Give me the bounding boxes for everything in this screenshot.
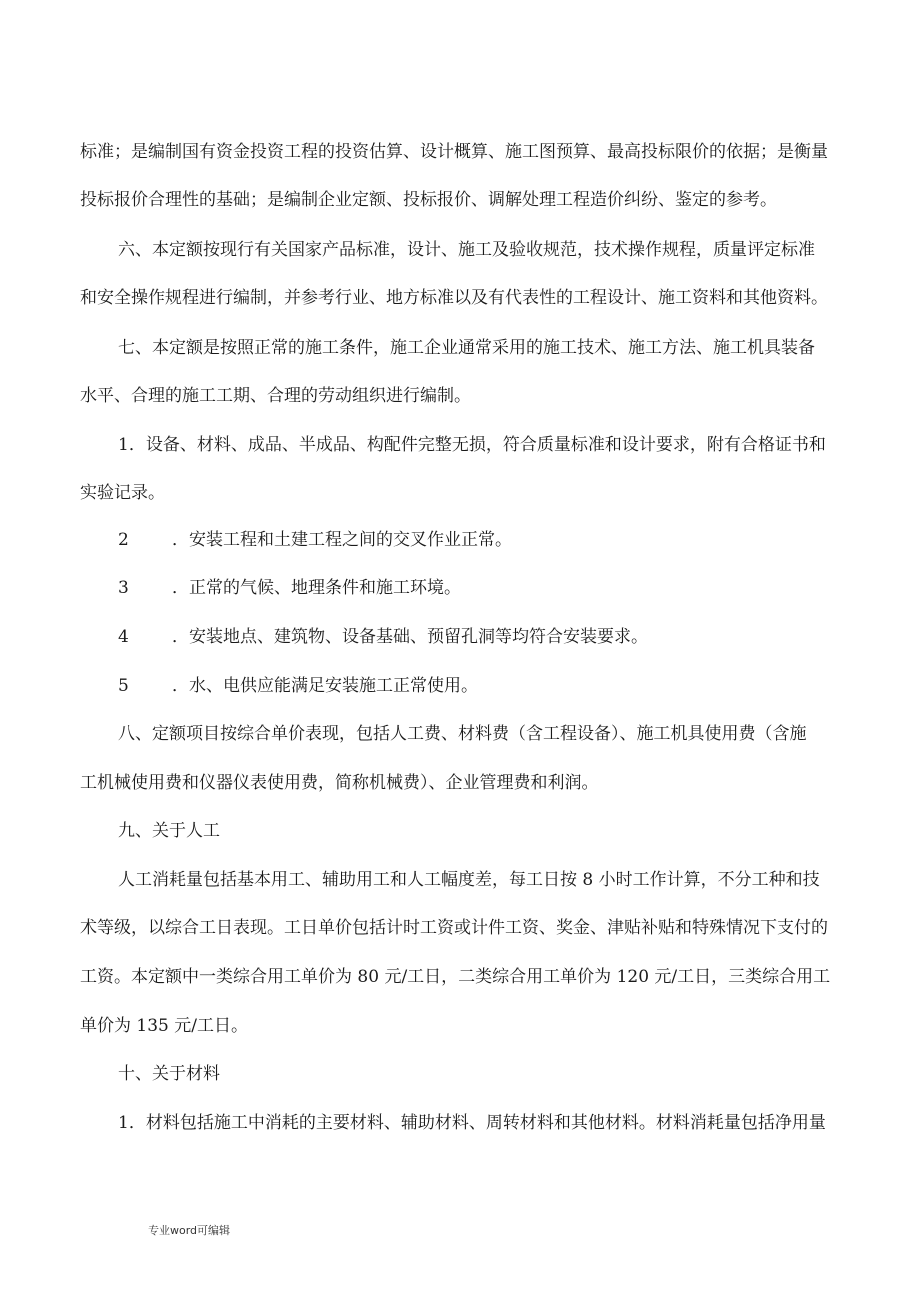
paragraph-line: 七、本定额是按照正常的施工条件，施工企业通常采用的施工技术、施工方法、施工机具装备 — [118, 338, 815, 358]
numbered-item — [0, 528, 920, 552]
paragraph-line: 六、本定额按现行有关国家产品标准，设计、施工及验收规范，技术操作规程，质量评定标准 — [118, 240, 815, 260]
paragraph-line: 1．设备、材料、成品、半成品、构配件完整无损，符合质量标准和设计要求，附有合格证书和 — [118, 435, 826, 455]
item-number: 4 — [118, 627, 129, 647]
item-number: 2 — [118, 530, 129, 550]
numbered-item — [0, 625, 920, 649]
paragraph-line: 术等级，以综合工日表现。工日单价包括计时工资或计件工资、奖金、津贴补贴和特殊情况下支付的 — [80, 918, 828, 938]
paragraph-line: 工机械使用费和仪器仪表使用费，简称机械费）、企业管理费和利润。 — [80, 773, 599, 793]
paragraph-line: 工资。本定额中一类综合用工单价为 80 元/工日，二类综合用工单价为 120 元/工日，三类综合用工 — [80, 967, 831, 987]
paragraph-line: 八、定额项目按综合单价表现，包括人工费、材料费（含工程设备）、施工机具使用费（含施 — [118, 724, 807, 744]
item-number: 3 — [118, 578, 129, 598]
paragraph-line: 标准；是编制国有资金投资工程的投资估算、设计概算、施工图预算、最高投标限价的依据；是衡量 — [80, 142, 828, 162]
paragraph-line: 1．材料包括施工中消耗的主要材料、辅助材料、周转材料和其他材料。材料消耗量包括净用量 — [118, 1113, 826, 1133]
paragraph-line: 单价为 135 元/工日。 — [80, 1016, 248, 1036]
page-footer: 专业word可编辑 — [148, 1224, 231, 1237]
numbered-item — [0, 576, 920, 600]
section-heading: 十、关于材料 — [118, 1064, 220, 1084]
numbered-item — [0, 674, 920, 698]
paragraph-line: 投标报价合理性的基础；是编制企业定额、投标报价、调解处理工程造价纠纷、鉴定的参考。 — [80, 190, 777, 210]
item-number: 5 — [118, 676, 129, 696]
paragraph-line: 实验记录。 — [80, 483, 165, 503]
section-heading: 九、关于人工 — [118, 821, 220, 841]
paragraph-line: 和安全操作规程进行编制，并参考行业、地方标准以及有代表性的工程设计、施工资料和其他资料。 — [80, 288, 828, 308]
item-text: ．正常的气候、地理条件和施工环境。 — [172, 578, 461, 598]
item-text: ．水、电供应能满足安装施工正常使用。 — [172, 676, 478, 696]
item-text: ．安装地点、建筑物、设备基础、预留孔洞等均符合安装要求。 — [172, 627, 648, 647]
item-text: ．安装工程和土建工程之间的交叉作业正常。 — [172, 530, 512, 550]
paragraph-line: 水平、合理的施工工期、合理的劳动组织进行编制。 — [80, 386, 471, 406]
paragraph-line: 人工消耗量包括基本用工、辅助用工和人工幅度差，每工日按 8 小时工作计算，不分工种和技 — [118, 870, 820, 890]
